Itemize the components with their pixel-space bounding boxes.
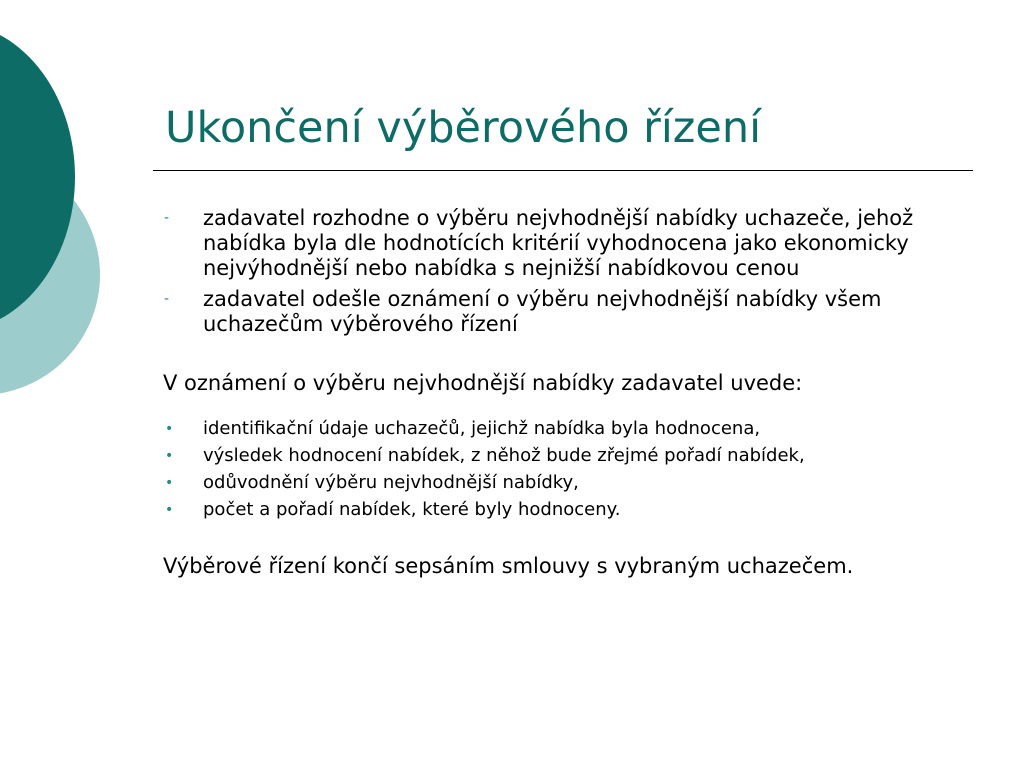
bullet-list-item xyxy=(163,418,973,440)
dash-list-item xyxy=(163,206,973,281)
slide-content xyxy=(163,206,973,579)
bullet-dot-icon: • xyxy=(165,475,174,491)
bullet-list-item-text: výsledek hodnocení nabídek, z něhož bude zřejmé pořadí nabídek, xyxy=(203,445,805,466)
dash-bullet-icon: - xyxy=(164,291,170,307)
bullet-list-item xyxy=(163,472,973,494)
bullet-list-item-text: odůvodnění výběru nejvhodnější nabídky, xyxy=(203,472,579,493)
bullet-list-item xyxy=(163,499,973,521)
bullet-list-item xyxy=(163,445,973,467)
dash-list-item-text: zadavatel odešle oznámení o výběru nejvhodnější nabídky všem uchazečům výběrového řízení xyxy=(203,287,882,336)
bullet-dot-icon: • xyxy=(165,502,174,518)
title-divider xyxy=(153,170,973,171)
bullet-dot-icon: • xyxy=(165,421,174,437)
dash-list-item-text: zadavatel rozhodne o výběru nejvhodnější nabídky uchazeče, jehož nabídka byla dle hodnotících kritérií vyhodnocena jako ekonomicky nejvýhodnější nebo nabídka s nejnižší nabídkovou cenou xyxy=(203,206,914,280)
intro-paragraph: V oznámení o výběru nejvhodnější nabídky zadavatel uvede: xyxy=(163,371,803,395)
bullet-dot-icon: • xyxy=(165,448,174,464)
closing-paragraph: Výběrové řízení končí sepsáním smlouvy s vybraným uchazečem. xyxy=(163,554,854,578)
dash-list-item xyxy=(163,287,973,337)
dash-list xyxy=(163,206,973,337)
bullet-list-item-text: počet a pořadí nabídek, které byly hodnoceny. xyxy=(203,499,621,520)
bullet-list xyxy=(163,418,973,521)
slide-title: Ukončení výběrového řízení xyxy=(165,103,762,153)
dash-bullet-icon: - xyxy=(164,210,170,226)
bullet-list-item-text: identifikační údaje uchazečů, jejichž nabídka byla hodnocena, xyxy=(203,418,761,439)
